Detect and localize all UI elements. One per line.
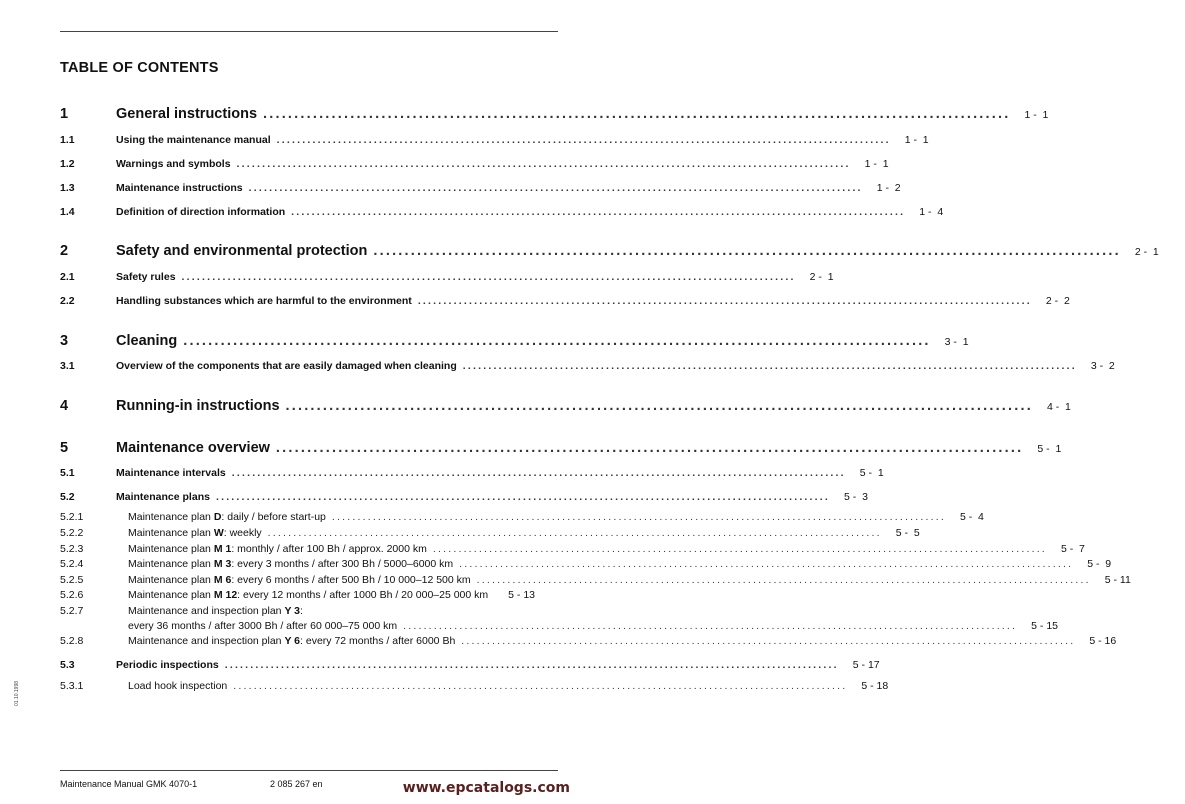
entry-page: 1 - 1 <box>904 134 929 146</box>
dot-leader: ........................................................................................................................ <box>285 398 1033 414</box>
entry-number: 3.1 <box>60 360 75 372</box>
entry-label: Running-in instructions <box>116 398 280 414</box>
watermark: www.epcatalogs.com <box>402 780 570 796</box>
entry-number: 5.2.3 <box>60 543 84 555</box>
dot-leader: ........................................................................................................................ <box>373 243 1121 259</box>
entry-number: 5 <box>60 440 69 456</box>
entry-page: 2 - 1 <box>809 271 834 283</box>
entry-page: 5 - 13 <box>508 589 536 601</box>
entry-number: 5.2.8 <box>60 635 84 647</box>
dot-leader: ........................................................................................................................ <box>248 182 863 194</box>
entry-page: 4 - 1 <box>1046 401 1071 413</box>
entry-number: 1.2 <box>60 158 75 170</box>
entry-number: 1.3 <box>60 182 75 194</box>
entry-label: Safety and environmental protection <box>116 243 368 259</box>
entry-number: 5.2.7 <box>60 605 84 617</box>
footer-rule <box>60 770 558 771</box>
entry-page: 1 - 4 <box>919 206 944 218</box>
dot-leader: ........................................................................................................................ <box>331 511 946 523</box>
entry-page: 1 - 1 <box>864 158 889 170</box>
entry-label: Definition of direction information <box>116 206 286 218</box>
entry-page: 1 - 2 <box>876 182 901 194</box>
margin-date-note: 01.10.1998 <box>14 680 20 706</box>
entry-label: Handling substances which are harmful to the environment <box>116 295 412 307</box>
entry-label: Maintenance plan M 1: monthly / after 100 Bh / approx. 2000 km <box>128 543 427 555</box>
entry-number: 5.1 <box>60 467 75 479</box>
dot-leader: ........................................................................................................................ <box>183 333 931 349</box>
entry-label: Safety rules <box>116 271 176 283</box>
entry-label: Using the maintenance manual <box>116 134 271 146</box>
footer-manual-title: Maintenance Manual GMK 4070-1 <box>60 779 198 789</box>
entry-page: 5 - 17 <box>852 659 880 671</box>
entry-number: 5.2.2 <box>60 527 84 539</box>
entry-label: General instructions <box>116 106 258 122</box>
entry-page: 5 - 16 <box>1089 635 1117 647</box>
entry-number: 2.1 <box>60 271 75 283</box>
dot-leader: ........................................................................................................................ <box>476 574 1091 586</box>
entry-label: Maintenance plan W: weekly <box>128 527 262 539</box>
dot-leader: ........................................................................................................................ <box>417 295 1032 307</box>
entry-label: Maintenance intervals <box>116 467 226 479</box>
dot-leader: ........................................................................................................................ <box>462 360 1077 372</box>
entry-page: 5 - 9 <box>1087 558 1112 570</box>
entry-number: 5.2.1 <box>60 511 84 523</box>
dot-leader: ........................................................................................................................ <box>291 206 906 218</box>
entry-label: Maintenance plan M 6: every 6 months / after 500 Bh / 10 000–12 500 km <box>128 574 471 586</box>
top-rule <box>60 31 558 32</box>
entry-page: 5 - 18 <box>861 680 889 692</box>
entry-label: Maintenance plans <box>116 491 210 503</box>
entry-number: 4 <box>60 398 69 414</box>
footer-doc-number: 2 085 267 en <box>270 779 323 789</box>
entry-number: 1.4 <box>60 206 75 218</box>
dot-leader: ........................................................................................................................ <box>276 134 891 146</box>
entry-label-line2: every 36 months / after 3000 Bh / after 60 000–75 000 km <box>128 620 398 632</box>
entry-label: Maintenance and inspection plan Y 3: <box>128 605 303 617</box>
dot-leader: ........................................................................................................................ <box>461 635 1076 647</box>
entry-number: 5.3.1 <box>60 680 84 692</box>
entry-label: Cleaning <box>116 333 178 349</box>
dot-leader: ........................................................................................................................ <box>231 467 846 479</box>
dot-leader: ........................................................................................................................ <box>233 680 848 692</box>
entry-number: 1.1 <box>60 134 75 146</box>
entry-page: 2 - 2 <box>1045 295 1070 307</box>
entry-number: 5.3 <box>60 659 75 671</box>
entry-label: Warnings and symbols <box>116 158 231 170</box>
dot-leader: ........................................................................................................................ <box>403 620 1018 632</box>
dot-leader: ........................................................................................................................ <box>275 440 1024 456</box>
dot-leader: ........................................................................................................................ <box>432 543 1047 555</box>
entry-page: 5 - 1 <box>859 467 884 479</box>
entry-label: Load hook inspection <box>128 680 228 692</box>
entry-number: 3 <box>60 333 69 349</box>
dot-leader: ........................................................................................................................ <box>215 491 831 503</box>
entry-page: 5 - 3 <box>844 491 868 503</box>
entry-number: 1 <box>60 106 69 122</box>
entry-label: Maintenance plan M 12: every 12 months / after 1000 Bh / 20 000–25 000 km <box>128 589 489 601</box>
entry-page: 3 - 2 <box>1090 360 1115 372</box>
dot-leader: ........................................................................................................................ <box>181 271 796 283</box>
entry-label: Maintenance overview <box>116 440 270 456</box>
entry-page: 5 - 11 <box>1104 574 1131 586</box>
entry-label: Overview of the components that are easily damaged when cleaning <box>116 360 457 372</box>
entry-label: Periodic inspections <box>116 659 219 671</box>
dot-leader: ........................................................................................................................ <box>267 527 882 539</box>
entry-page: 5 - 4 <box>959 511 984 523</box>
dot-leader: ........................................................................................................................ <box>263 106 1011 122</box>
entry-page: 2 - 1 <box>1134 246 1159 258</box>
entry-label: Maintenance instructions <box>116 182 243 194</box>
entry-number: 5.2.4 <box>60 558 84 570</box>
dot-leader: ........................................................................................................................ <box>224 659 839 671</box>
page-title: TABLE OF CONTENTS <box>60 60 219 76</box>
entry-page: 5 - 7 <box>1060 543 1085 555</box>
entry-label: Maintenance plan D: daily / before start-up <box>128 511 326 523</box>
entry-page: 5 - 15 <box>1031 620 1059 632</box>
entry-number: 5.2 <box>60 491 75 503</box>
entry-number: 5.2.6 <box>60 589 84 601</box>
entry-page: 5 - 5 <box>895 527 920 539</box>
entry-page: 5 - 1 <box>1037 443 1062 455</box>
entry-number: 5.2.5 <box>60 574 84 586</box>
entry-label: Maintenance and inspection plan Y 6: every 72 months / after 6000 Bh <box>128 635 456 647</box>
entry-page: 3 - 1 <box>944 336 969 348</box>
entry-number: 2 <box>60 243 69 259</box>
dot-leader: ........................................................................................................................ <box>459 558 1074 570</box>
entry-page: 1 - 1 <box>1024 109 1049 121</box>
entry-label: Maintenance plan M 3: every 3 months / after 300 Bh / 5000–6000 km <box>128 558 454 570</box>
dot-leader: ........................................................................................................................ <box>236 158 851 170</box>
entry-number: 2.2 <box>60 295 75 307</box>
